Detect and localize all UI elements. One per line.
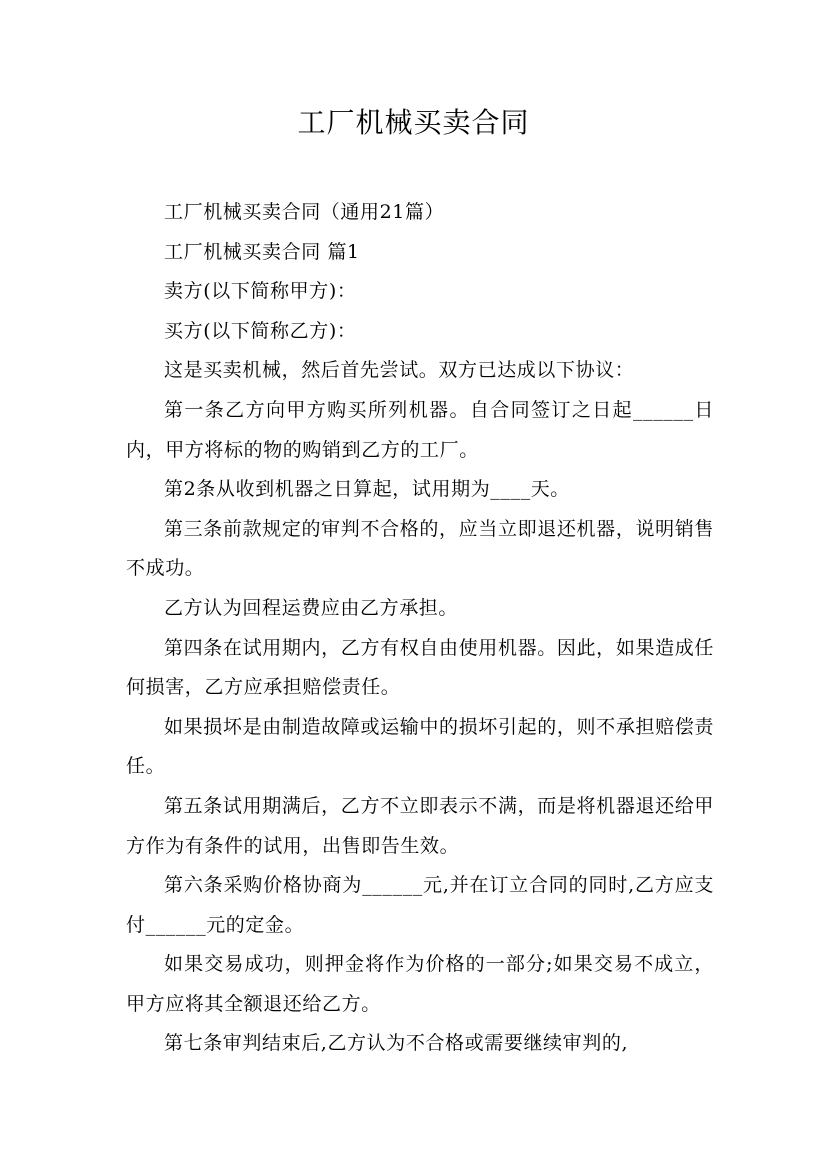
paragraph-article-6: 第六条采购价格协商为______元,并在订立合同的同时,乙方应支付______元的定金。: [126, 874, 714, 936]
paragraph-article-1: 第一条乙方向甲方购买所列机器。自合同签订之日起______日内，甲方将标的物的购销到乙方的工厂。: [126, 398, 714, 461]
paragraph-return-freight: 乙方认为回程运费应由乙方承担。: [164, 596, 459, 619]
paragraph-article-3: 第三条前款规定的审判不合格的，应当立即退还机器，说明销售不成功。: [126, 517, 714, 580]
paragraph-section-heading: 工厂机械买卖合同 篇1: [164, 240, 360, 263]
paragraph-article-2: 第2条从收到机器之日算起，试用期为____天。: [164, 478, 570, 501]
paragraph-article-7: 第七条审判结束后,乙方认为不合格或需要继续审判的,: [164, 1032, 629, 1055]
paragraph-seller: 卖方(以下简称甲方)：: [164, 280, 357, 303]
paragraph-deposit: 如果交易成功，则押金将作为价格的一部分;如果交易不成立，甲方应将其全额退还给乙方。: [126, 953, 714, 1015]
paragraph-article-4: 第四条在试用期内，乙方有权自由使用机器。因此，如果造成任何损害，乙方应承担赔偿责任。: [126, 636, 714, 699]
paragraph-damage-exception: 如果损坏是由制造故障或运输中的损坏引起的，则不承担赔偿责任。: [126, 715, 714, 778]
paragraph-intro: 这是买卖机械，然后首先尝试。双方已达成以下协议：: [164, 359, 635, 382]
paragraph-article-5: 第五条试用期满后，乙方不立即表示不满，而是将机器退还给甲方作为有条件的试用，出售即告生效。: [126, 794, 714, 857]
document-body: [126, 193, 714, 1064]
document-title: 工厂机械买卖合同: [297, 106, 530, 139]
paragraph-collection-title: 工厂机械买卖合同（通用21篇）: [164, 201, 445, 223]
paragraph-buyer: 买方(以下简称乙方)：: [164, 319, 357, 342]
